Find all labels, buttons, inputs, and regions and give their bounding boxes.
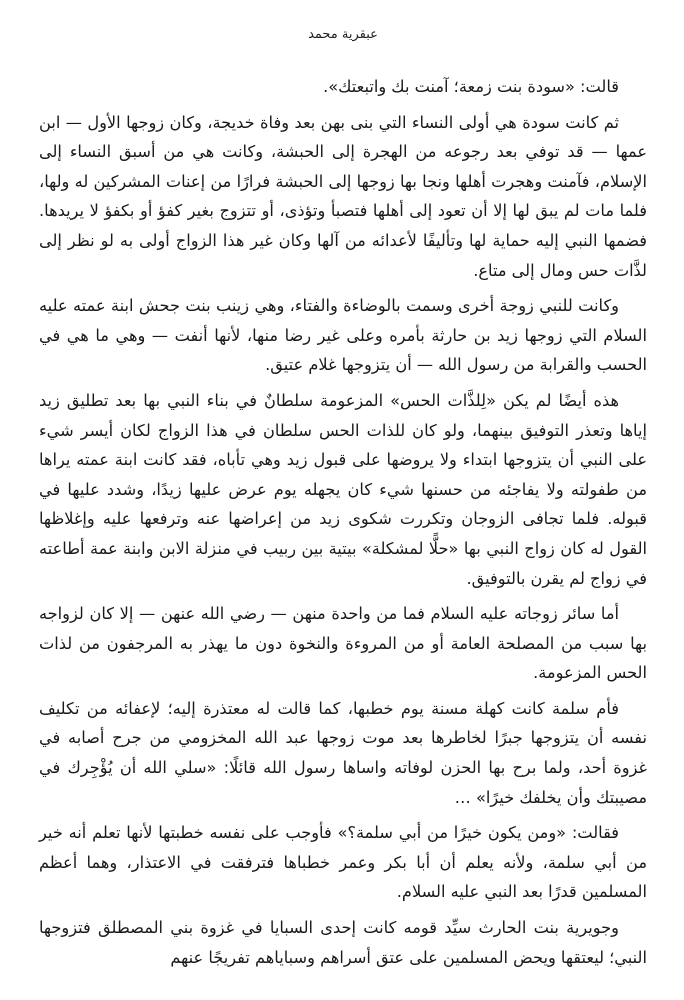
- paragraph: وكانت للنبي زوجة أخرى وسمت بالوضاءة والفتاء، وهي زينب بنت جحش ابنة عمته عليه السلام التي زوجها زيد بن حارثة بأمره وعلى غير رضا منها، لأنها أنفت — وهي ما هي في الحسب والقرابة من رسول الله — أن يتزوجها غلام عتيق.: [39, 296, 647, 375]
- paragraph: قالت: «سودة بنت زمعة؛ آمنت بك واتبعتك».: [323, 77, 619, 96]
- paragraph: فقالت: «ومن يكون خيرًا من أبي سلمة؟» فأوجب على نفسه خطبتها لأنها تعلم أنه خير من أبي سلمة، ولأنه يعلم أن أبا بكر وعمر خطباها فترفقت في الاعتذار، وهما أعظم المسلمين قدرًا بعد النبي عليه السلام.: [39, 823, 647, 902]
- paragraph: أما سائر زوجاته عليه السلام فما من واحدة منهن — رضي الله عنهن — إلا كان لزواجه بها سبب من المصلحة العامة أو من المروءة والنخوة دون ما يهذر به المرجفون من لذات الحس المزعومة.: [39, 604, 647, 683]
- paragraph: وجويرية بنت الحارث سيِّد قومه كانت إحدى السبايا في غزوة بني المصطلق فتزوجها النبي؛ ليعتقها ويحض المسلمين على عتق أسراهم وسباياهم تفريجًا عنهم: [39, 918, 647, 967]
- paragraph: فأم سلمة كانت كهلة مسنة يوم خطبها، كما قالت له معتذرة إليه؛ لإعفائه من تكليف نفسه أن يتزوجها جبرًا لخاطرها بعد موت زوجها عبد الله المخزومي من جرح أصابه في غزوة أحد، ولما برح بها الحزن لوفاته واساها رسول الله قائلًا: «سلي الله أن يُؤْجِرك في مصيبتك وأن يخلفك خيرًا» …: [39, 698, 647, 807]
- paragraph: هذه أيضًا لم يكن «لِلذَّات الحس» المزعومة سلطانٌ في بناء النبي بها بعد تطليق زيد إياها وتعذر التوفيق بينهما، ولو كان للذات الحس سلطان في هذا الزواج لكان أيسر شيء على النبي أن يتزوجها ابتداء ولا يروضها على قبول زيد وهي تأباه، فقد كانت ابنة عمته يراها من طفولته ولا يفاجئه من حسنها شيء كان يجهله يوم عرض عليها زيدًا، وشدد عليها في قبوله. فلما تجافى الزوجان وتكررت شكوى زيد من إعراضها عنه وترفعها عليه وإغلاظها القول له كان زواج النبي بها «حلًّا لمشكلة» بيتية بين ربيب في منزلة الابن وابنة عمة أطاعته في زواج لم يقرن بالتوفيق.: [39, 390, 647, 588]
- running-header: عبقرية محمد: [308, 27, 378, 42]
- body-text: [39, 72, 647, 972]
- paragraph: ثم كانت سودة هي أولى النساء التي بنى بهن بعد وفاة خديجة، وكان زوجها الأول — ابن عمها — قد توفي بعد رجوعه من الهجرة إلى الحبشة، وكانت هي من أسبق النساء إلى الإسلام، فآمنت وهجرت أهلها ونجا بها زوجها إلى الحبشة فرارًا من إعنات المشركين له ولها، فلما مات لم يبق لها إلا أن تعود إلى أهلها فتصبأ وتؤذى، أو تتزوج بغير كفؤ أو بكفؤ لا يريدها. فضمها النبي إليه حماية لها وتأليفًا لأعدائه من آلها وكان غير هذا الزواج أولى به لو نظر إلى لذَّات حس ومال إلى متاع.: [39, 112, 647, 280]
